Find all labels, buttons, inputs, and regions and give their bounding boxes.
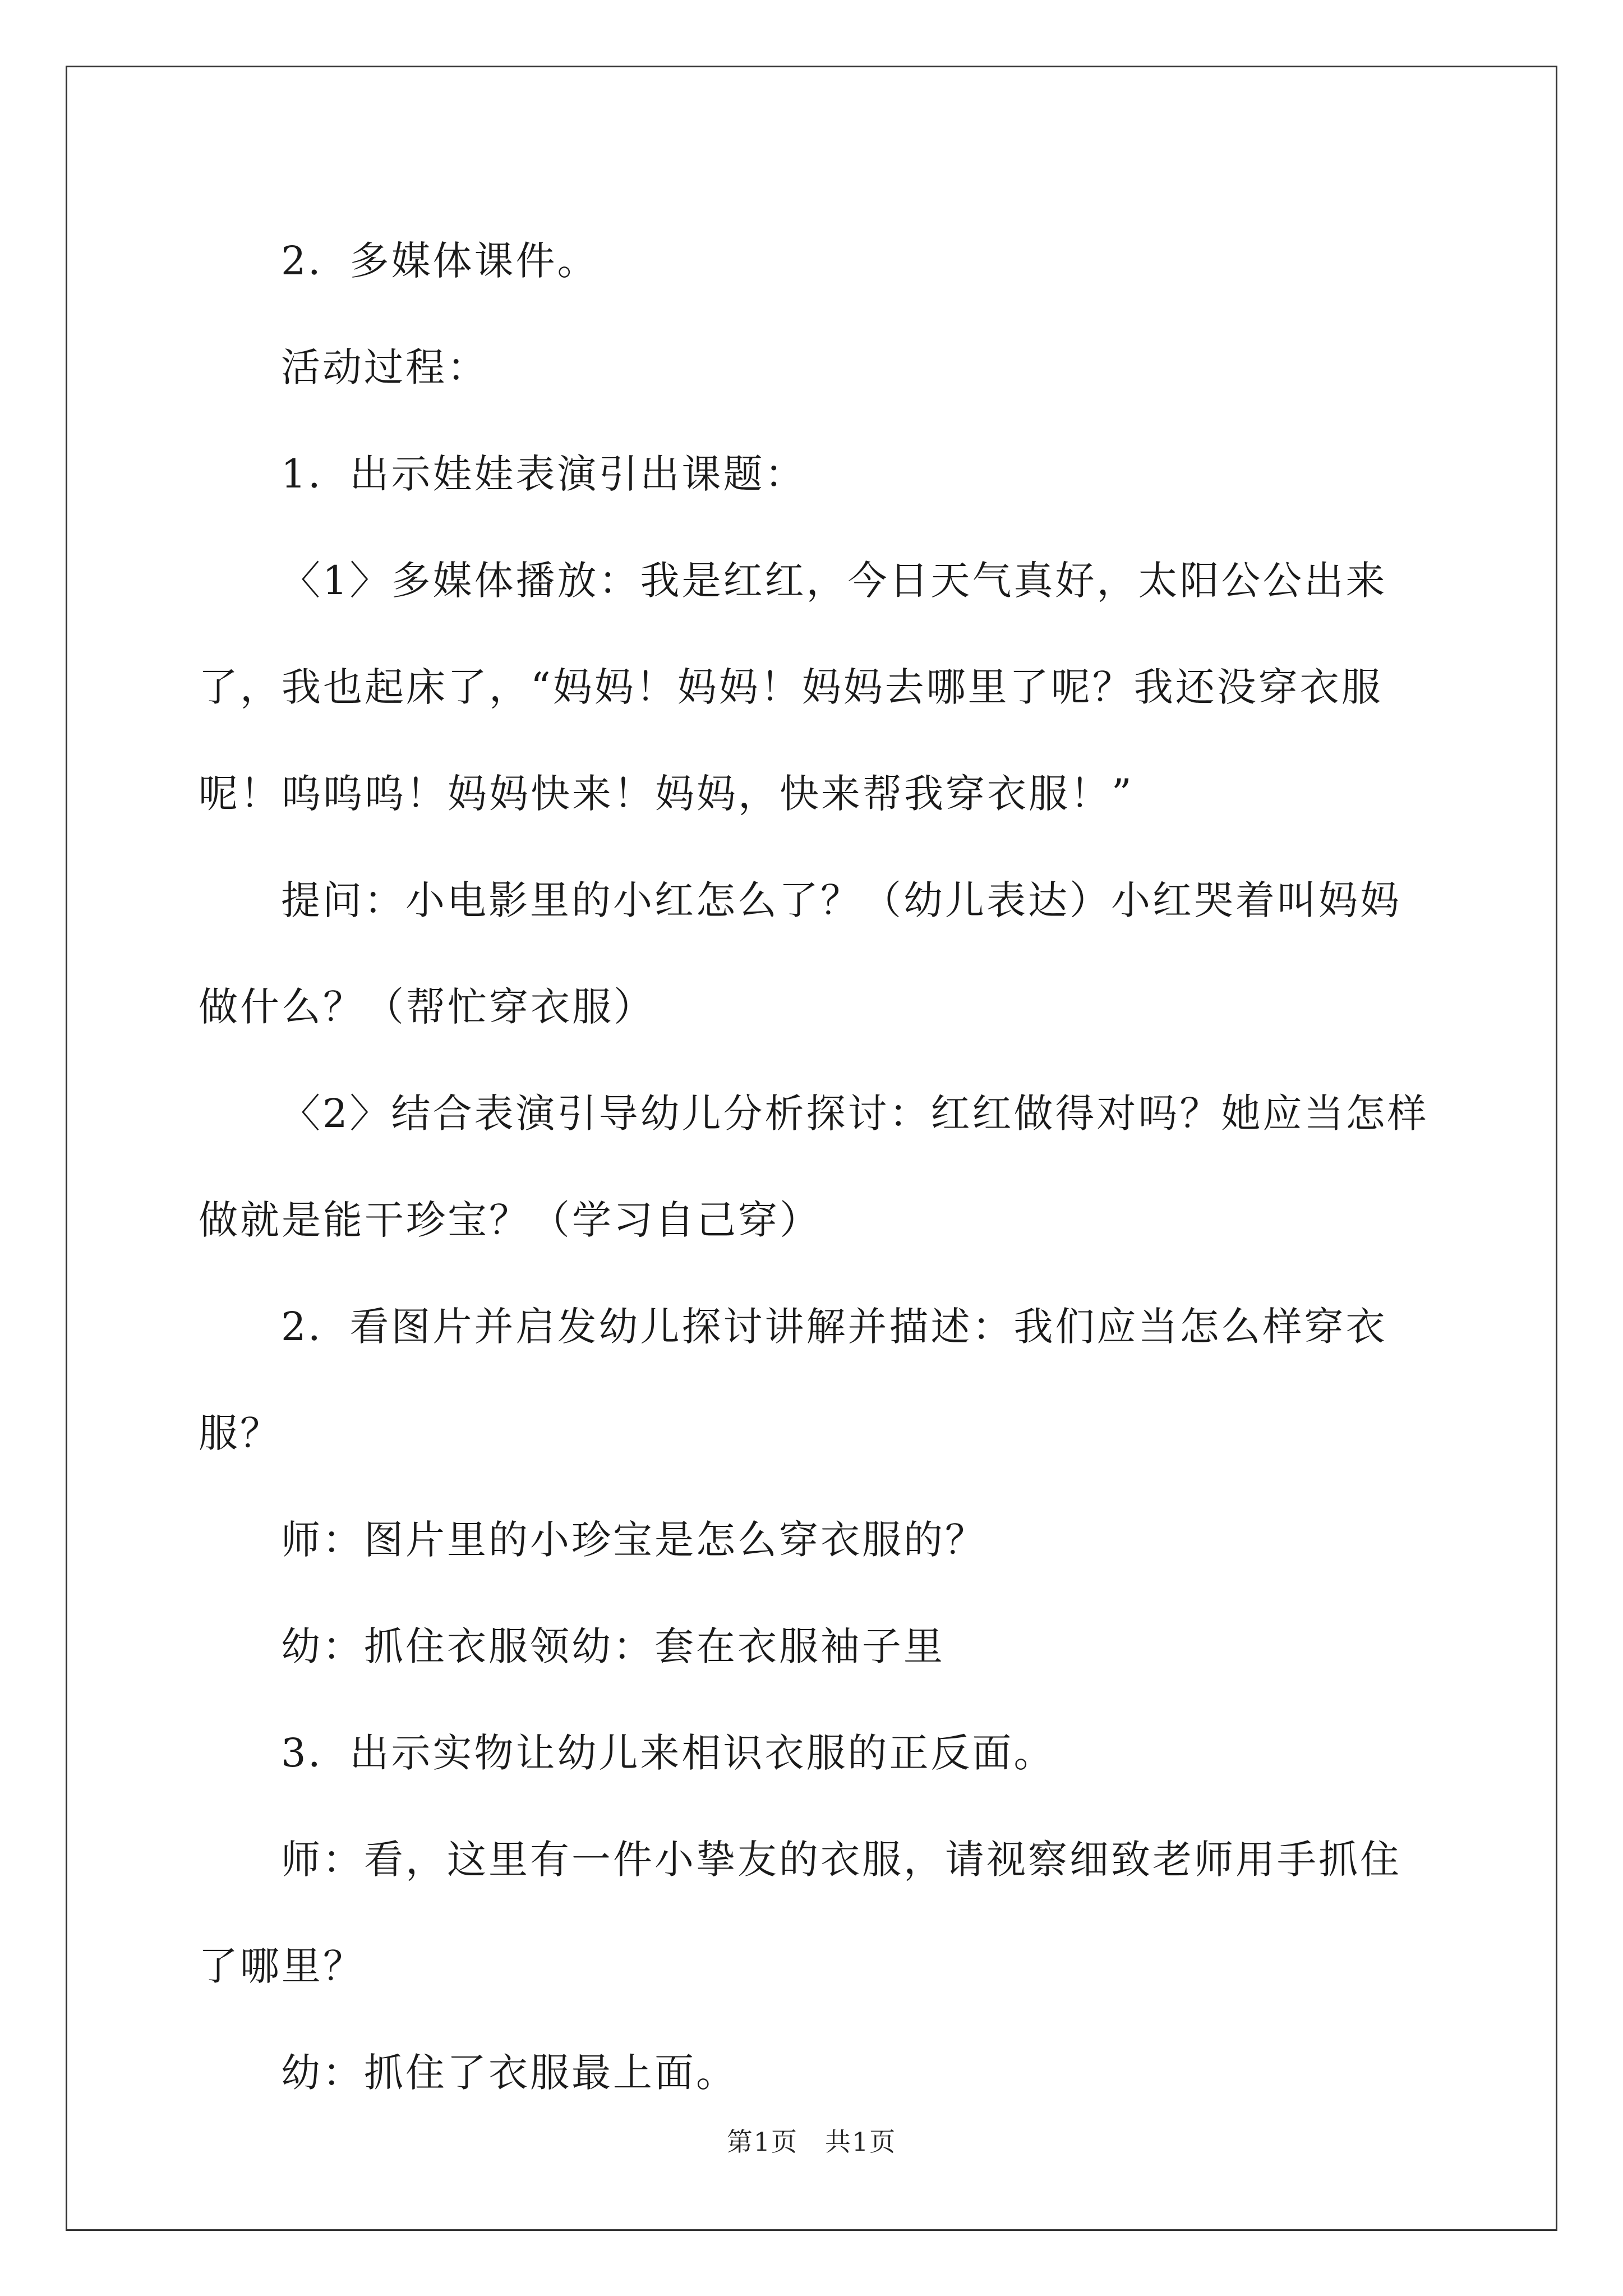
page-footer — [0, 2122, 1623, 2159]
paragraph: 2．多媒体课件。 — [281, 238, 599, 284]
page-number-total: 共1页 — [825, 2127, 897, 2157]
paragraph: 2．看图片并启发幼儿探讨讲解并描述：我们应当怎么样穿衣服？ — [199, 1304, 1387, 1456]
paragraph: 〈1〉多媒体播放：我是红红，今日天气真好，太阳公公出来了，我也起床了，“妈妈！妈妈！妈妈去哪里了呢？我还没穿衣服呢！呜呜呜！妈妈快来！妈妈，快来帮我穿衣服！” — [199, 558, 1387, 817]
paragraph: 师：图片里的小珍宝是怎么穿衣服的？ — [281, 1517, 986, 1563]
paragraph: 幼：抓住了衣服最上面。 — [281, 2050, 737, 2096]
paragraph: 3．出示实物让幼儿来相识衣服的正反面。 — [281, 1730, 1055, 1776]
paragraph: 提问：小电影里的小红怎么了？（幼儿表达）小红哭着叫妈妈做什么？（帮忙穿衣服） — [199, 877, 1401, 1030]
paragraph: 师：看，这里有一件小挚友的衣服，请视察细致老师用手抓住了哪里？ — [199, 1837, 1401, 1989]
paragraph: 1．出示娃娃表演引出课题： — [281, 451, 806, 497]
paragraph: 〈2〉结合表演引导幼儿分析探讨：红红做得对吗？她应当怎样做就是能干珍宝？（学习自己穿） — [199, 1091, 1429, 1243]
paragraph: 幼：抓住衣服领幼：套在衣服袖子里 — [281, 1623, 945, 1669]
page-number-current: 第1页 — [726, 2127, 798, 2157]
paragraph: 活动过程： — [281, 344, 488, 390]
document-body — [199, 208, 1438, 2126]
